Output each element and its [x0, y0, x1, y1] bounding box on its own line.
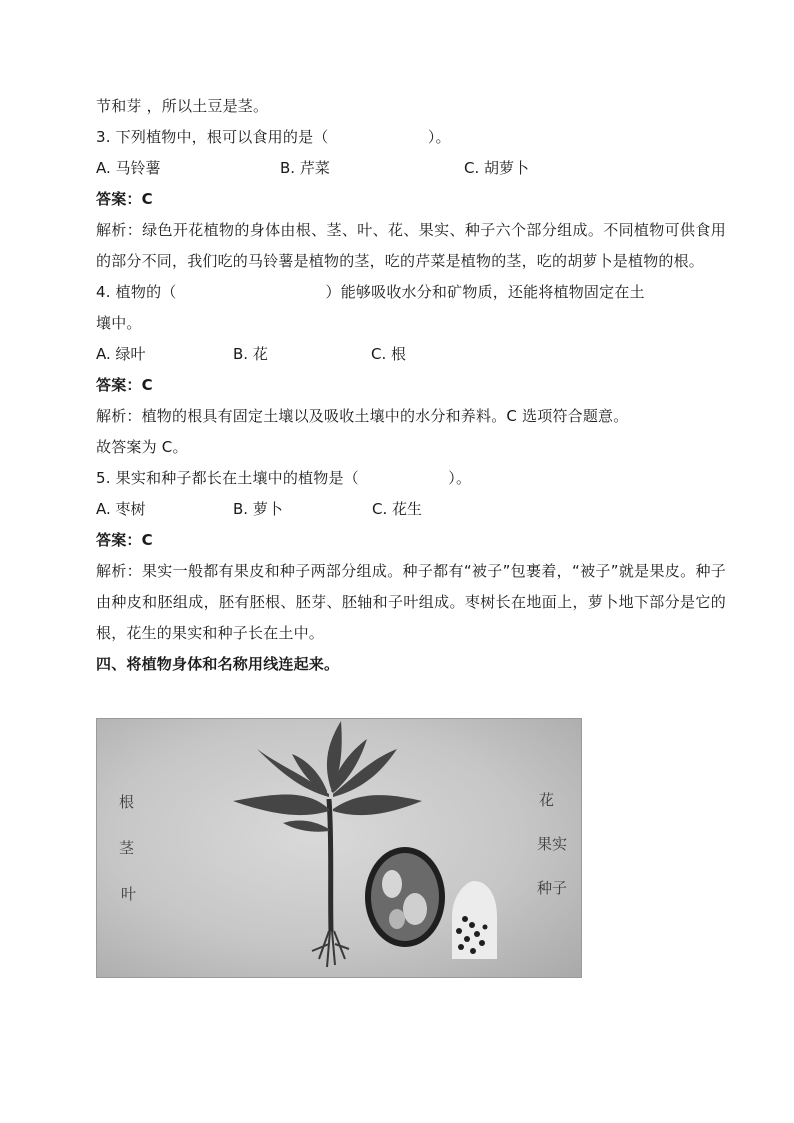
text-line: 节和芽 ，所以土豆是茎。: [96, 97, 269, 115]
question-4: 4. 植物的（ ）能够吸收水分和矿物质，还能将植物固定在土: [96, 283, 645, 301]
q3-option-c: C. 胡萝卜: [464, 159, 530, 177]
document-body: [96, 91, 726, 680]
q4-conclusion: 故答案为 C。: [96, 438, 188, 456]
label-fruit: 果实: [537, 835, 568, 853]
q4-option-a: A. 绿叶: [96, 345, 146, 363]
q3-analysis: 解析：绿色开花植物的身体由根、茎、叶、花、果实、种子六个部分组成。不同植物可供食用的部分不同，我们吃的马铃薯是植物的茎，吃的芹菜是植物的茎，吃的胡萝卜是植物的根。: [96, 221, 726, 270]
label-stem: 茎: [119, 839, 135, 857]
label-flower: 花: [539, 791, 555, 809]
q5-option-b: B. 萝卜: [233, 500, 283, 518]
q4-answer: 答案：C: [96, 376, 153, 394]
q3-options: [96, 153, 726, 184]
label-leaf: 叶: [121, 885, 137, 903]
question-3: 3. 下列植物中，根可以食用的是（ ）。: [96, 128, 451, 146]
q4-option-c: C. 根: [371, 345, 407, 363]
q5-analysis: 解析：果实一般都有果皮和种子两部分组成。种子都有“被子”包裹着，“被子”就是果皮。种子由种皮和胚组成，胚有胚根、胚芽、胚轴和子叶组成。枣树长在地面上，萝卜地下部分是它的根，花生的果实和种子长在土中。: [96, 562, 726, 642]
plant-diagram: [96, 718, 582, 978]
q3-option-b: B. 芹菜: [280, 159, 330, 177]
q5-answer: 答案：C: [96, 531, 153, 549]
plant-illustration: [97, 719, 581, 977]
q4-options: [96, 339, 726, 370]
q3-option-a: A. 马铃薯: [96, 159, 161, 177]
label-root: 根: [119, 793, 135, 811]
question-4-cont: 壤中。: [96, 314, 142, 332]
question-5: 5. 果实和种子都长在土壤中的植物是（ ）。: [96, 469, 472, 487]
q3-answer: 答案：C: [96, 190, 153, 208]
q5-option-a: A. 枣树: [96, 500, 146, 518]
seeds-card: [452, 881, 497, 959]
section-4-heading: 四、将植物身体和名称用线连起来。: [96, 655, 340, 673]
q4-analysis: 解析：植物的根具有固定土壤以及吸收土壤中的水分和养料。C 选项符合题意。: [96, 407, 629, 425]
q5-options: [96, 494, 726, 525]
stem: [329, 799, 331, 931]
roots: [312, 931, 349, 967]
label-seed: 种子: [537, 879, 568, 897]
fruit-cross-section: [365, 847, 445, 947]
q4-option-b: B. 花: [233, 345, 268, 363]
q5-option-c: C. 花生: [372, 500, 423, 518]
